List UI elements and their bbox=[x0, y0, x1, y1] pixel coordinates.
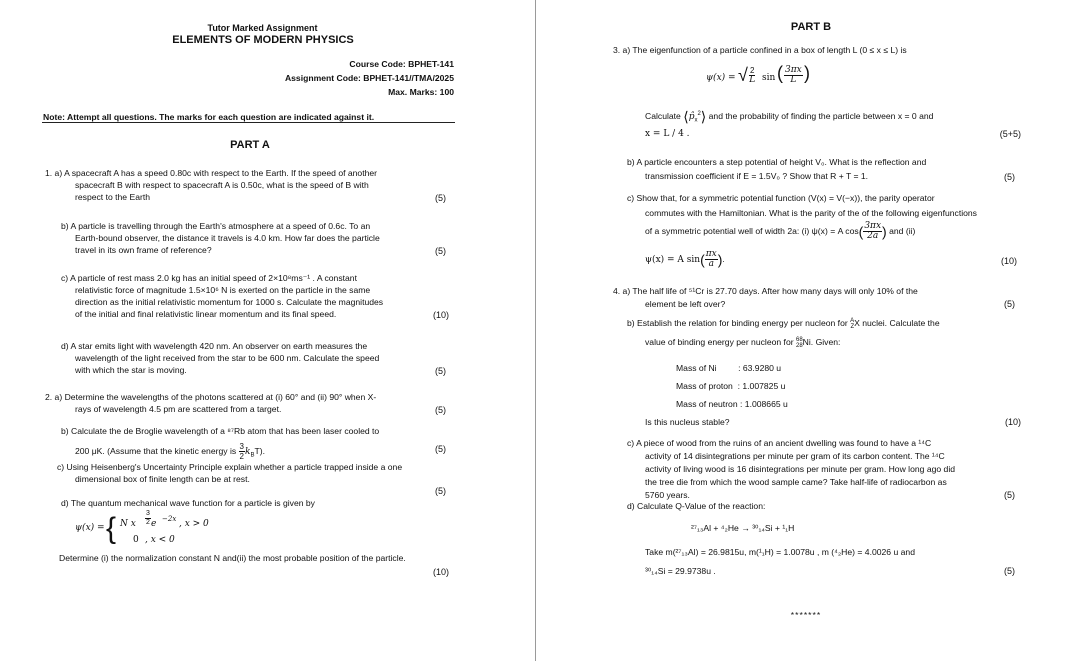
q2c-line2: dimensional box of finite length can be at rest. bbox=[75, 474, 250, 484]
max-marks: Max. Marks: 100 bbox=[388, 87, 454, 97]
q3a-sin: sin bbox=[762, 73, 776, 83]
q3c-line3 bbox=[645, 222, 915, 241]
q3a-sqrt-den: L bbox=[749, 75, 756, 85]
q4d-line3: ³⁰₁₄Si = 29.9738u . bbox=[645, 566, 716, 576]
q1c-line4: of the initial and final relativistic linear momentum and its final speed. bbox=[75, 309, 337, 319]
q1c-line3: direction as the initial relativistic momentum for 1000 s. Calculate the magnitudes bbox=[75, 297, 384, 307]
header-title: Tutor Marked Assignment bbox=[207, 23, 318, 33]
q4d-line2: Take m(²⁷₁₃Al) = 26.9815u, m(¹₁H) = 1.0078u , m (⁴₂He) = 4.0026 u and bbox=[645, 547, 915, 557]
right-page bbox=[536, 0, 1080, 661]
q4a-line2: element be left over? bbox=[645, 299, 726, 309]
course-title: ELEMENTS OF MODERN PHYSICS bbox=[172, 34, 354, 46]
end-marker: ******* bbox=[790, 610, 822, 620]
q3c-line3-text: of a symmetric potential well of width 2a: (i) ψ(x) = A cos bbox=[645, 225, 859, 236]
q2b-line2 bbox=[75, 442, 265, 461]
q2a-mark: (5) bbox=[435, 405, 446, 415]
q3a-angle-l: ⟨ bbox=[683, 108, 689, 125]
course-code: Course Code: BPHET-141 bbox=[349, 59, 454, 69]
q3c-and-ii: and (ii) bbox=[886, 225, 916, 236]
q2d-exp-e: e bbox=[151, 519, 157, 529]
q1d-mark: (5) bbox=[435, 366, 446, 376]
q3a-line1: 3. a) The eigenfunction of a particle confined in a box of length L (0 ≤ x ≤ L) is bbox=[613, 45, 907, 55]
q3a-mark: (5+5) bbox=[999, 129, 1021, 139]
q4d-line1: d) Calculate Q-Value of the reaction: bbox=[627, 501, 766, 511]
q4c-line4: the tree die from which the wood sample came? Take half-life of radiocarbon as bbox=[645, 477, 947, 487]
q3a-calc-text: Calculate bbox=[645, 110, 684, 121]
q3c-f1-lparen: ( bbox=[858, 223, 864, 240]
q1b-line1: b) A particle is travelling through the Earth's atmosphere at a speed of 0.6c. To an bbox=[61, 221, 371, 231]
q3a-eq-lhs: ψ(x) = bbox=[706, 73, 736, 83]
q1c-line1: c) A particle of rest mass 2.0 kg has an initial speed of 2×10⁸ms⁻¹ . A constant bbox=[61, 273, 357, 283]
q1d-line2: wavelength of the light received from the star to be 600 nm. Calculate the speed bbox=[75, 353, 380, 363]
q3c-f2-lparen: ( bbox=[700, 251, 705, 268]
q3c-f1-num: 3πx bbox=[864, 221, 882, 231]
q3a-angle-r: ⟩ bbox=[700, 108, 707, 125]
q4c-line3: activity of living wood is 16 disintegrations per minute per gram. How long ago did bbox=[645, 464, 956, 474]
q3a-line2 bbox=[645, 108, 933, 127]
q1d-line3: with which the star is moving. bbox=[75, 365, 187, 375]
q3a-px: p̂ bbox=[688, 111, 695, 122]
q4c-line1: c) A piece of wood from the ruins of an ancient dwelling was found to have a ¹⁴C bbox=[627, 438, 932, 448]
q2d-case1: N x bbox=[120, 519, 136, 529]
q2d-case2: 0 bbox=[133, 535, 139, 545]
q4b-line2-rest: Ni. Given: bbox=[802, 337, 841, 347]
q2d-psi: ψ(x) = bbox=[75, 523, 105, 533]
q4b-mass-ni: Mass of Ni : 63.9280 u bbox=[676, 363, 782, 373]
q4d-mark: (5) bbox=[1004, 566, 1015, 576]
q4b-line1-text: b) Establish the relation for binding energy per nucleon for bbox=[627, 318, 851, 328]
q4c-line5: 5760 years. bbox=[645, 490, 690, 500]
q1b-line2: Earth-bound observer, the distance it travels is 4.0 km. How far does the particle bbox=[75, 233, 380, 243]
q2d-exp-power: −2x bbox=[162, 515, 177, 523]
q4b-line1 bbox=[627, 317, 940, 330]
q3b-line1: b) A particle encounters a step potential of height V₀. What is the reflection and bbox=[627, 157, 927, 167]
q1c-mark: (10) bbox=[432, 310, 449, 320]
q1b-line3: travel in its own frame of reference? bbox=[75, 245, 212, 255]
q2b-mark: (5) bbox=[435, 444, 446, 454]
q3c-f2-rparen: ) bbox=[717, 251, 723, 268]
q3a-sqrt-num: 2 bbox=[750, 66, 755, 75]
q3c-mark: (10) bbox=[1000, 256, 1017, 266]
q3a-equation bbox=[706, 63, 826, 95]
q3a-rparen: ) bbox=[804, 63, 810, 83]
q1a-mark: (5) bbox=[435, 193, 446, 203]
q2a-line1: 2. a) Determine the wavelengths of the photons scattered at (i) 60° and (ii) 90° when X- bbox=[45, 392, 377, 402]
part-b-title: PART B bbox=[790, 21, 832, 33]
q3a-px-sup: 2 bbox=[697, 111, 701, 117]
q3a-prob-text: and the probability of finding the particle between x = 0 and bbox=[706, 110, 934, 121]
q2d-exponent-den: 2 bbox=[146, 519, 150, 526]
q2b-fraction-num: 3 bbox=[239, 442, 244, 451]
q2b-t: T). bbox=[254, 445, 265, 456]
q4b-x-Z: Z bbox=[850, 323, 855, 330]
q4a-mark: (5) bbox=[1004, 299, 1015, 309]
q2c-line1: c) Using Heisenberg's Uncertainty Principle explain whether a particle trapped inside a one bbox=[57, 462, 403, 472]
assignment-code: Assignment Code: BPHET-141//TMA/2025 bbox=[284, 73, 454, 83]
q2d-wavefunction bbox=[75, 510, 275, 550]
q4b-mark: (10) bbox=[1004, 417, 1021, 427]
q4b-ni-A: 68 bbox=[795, 336, 803, 343]
q4c-mark: (5) bbox=[1004, 490, 1015, 500]
q4b-ni-nuclide bbox=[796, 337, 803, 349]
q2d-cond2: , x < 0 bbox=[145, 535, 175, 545]
q2d-brace: { bbox=[106, 512, 117, 545]
q2b-line1: b) Calculate the de Broglie wavelength of a ⁸⁷Rb atom that has been laser cooled to bbox=[61, 426, 380, 436]
q4b-line1-rest: X nuclei. Calculate the bbox=[854, 318, 940, 328]
q2d-mark: (10) bbox=[432, 567, 449, 577]
q1d-line1: d) A star emits light with wavelength 420 nm. An observer on earth measures the bbox=[61, 341, 368, 351]
q3c-line1: c) Show that, for a symmetric potential function (V(x) = V(−x)), the parity operator bbox=[627, 193, 935, 203]
q2b-fraction-den: 2 bbox=[239, 452, 244, 461]
q3a-arg-frac bbox=[784, 66, 803, 85]
q4b-mass-proton: Mass of proton : 1.007825 u bbox=[676, 381, 786, 391]
left-page bbox=[0, 0, 535, 661]
q2d-line3: Determine (i) the normalization constant N and(ii) the most probable position of the particle. bbox=[59, 553, 406, 563]
q3c-f1-den: 2a bbox=[867, 231, 879, 241]
q1b-mark: (5) bbox=[435, 246, 446, 256]
q3a-line3: x = L / 4 . bbox=[645, 129, 690, 139]
q2b-text: 200 μK. (Assume that the kinetic energy is bbox=[75, 445, 239, 456]
q3c-period: . bbox=[722, 253, 725, 264]
q1a-line3: respect to the Earth bbox=[75, 192, 150, 202]
q3b-mark: (5) bbox=[1004, 172, 1015, 182]
q3c-f2 bbox=[705, 250, 718, 269]
q3c-f1 bbox=[863, 222, 882, 241]
q3c-psi2: ψ(x) = A sin bbox=[645, 254, 701, 265]
q2b-k-sub: B bbox=[250, 452, 255, 459]
q2a-line2: rays of wavelength 4.5 pm are scattered from a target. bbox=[75, 404, 282, 414]
q1a-line2: spacecraft B with respect to spacecraft A is 0.50c, what is the speed of B with bbox=[75, 180, 369, 190]
q4c-line2: activity of 14 disintegrations per minute per gram of its carbon content. The ¹⁴C bbox=[645, 451, 945, 461]
q4b-line2-text: value of binding energy per nucleon for bbox=[645, 337, 796, 347]
q3c-f2-num: πx bbox=[705, 249, 717, 259]
q1a-line1: 1. a) A spacecraft A has a speed 0.80c with respect to the Earth. If the speed of another bbox=[45, 168, 378, 178]
q2d-line1: d) The quantum mechanical wave function for a particle is given by bbox=[61, 498, 315, 508]
q1c-line2: relativistic force of magnitude 1.5×10⁶ N is exerted on the particle in the same bbox=[75, 285, 371, 295]
q3c-line2: commutes with the Hamiltonian. What is the parity of the of the following eigenfunctions bbox=[645, 208, 977, 218]
q4b-mass-neutron: Mass of neutron : 1.008665 u bbox=[676, 399, 788, 409]
q3a-sqrt-frac bbox=[749, 66, 755, 85]
q3a-sqrt: √ bbox=[738, 65, 748, 85]
q4b-line2 bbox=[645, 336, 840, 349]
q3c-f2-den: a bbox=[708, 259, 714, 269]
q4b-ni-Z: 28 bbox=[795, 342, 803, 349]
q3a-lparen: ( bbox=[777, 63, 783, 83]
q2b-k: k bbox=[245, 446, 251, 457]
q4a-line1: 4. a) The half life of ⁵¹Cr is 27.70 days. After how many days will only 10% of the bbox=[613, 286, 918, 296]
q3c-f1-rparen: ) bbox=[882, 223, 887, 240]
q4b-x-A: A bbox=[850, 317, 855, 324]
q3b-line2: transmission coefficient if E = 1.5V₀ ? Show that R + T = 1. bbox=[645, 171, 869, 181]
part-a-title: PART A bbox=[230, 139, 270, 151]
q2d-exponent-num: 3 bbox=[146, 510, 150, 517]
q2d-cond1: , x > 0 bbox=[179, 519, 209, 529]
instructions-note: Note: Attempt all questions. The marks for each question are indicated against it. bbox=[43, 112, 375, 122]
q4d-reaction: ²⁷₁₃Al + ⁴₂He → ³⁰₁₄Si + ¹₁H bbox=[691, 523, 795, 533]
q4b-line3: Is this nucleus stable? bbox=[645, 417, 730, 427]
q2c-mark: (5) bbox=[435, 486, 446, 496]
q3a-px-sub: x bbox=[694, 117, 698, 124]
note-underline bbox=[42, 122, 455, 123]
q3a-arg-num: 3πx bbox=[785, 65, 802, 75]
q3a-arg-den: L bbox=[790, 75, 797, 85]
q3c-line4 bbox=[645, 250, 725, 269]
